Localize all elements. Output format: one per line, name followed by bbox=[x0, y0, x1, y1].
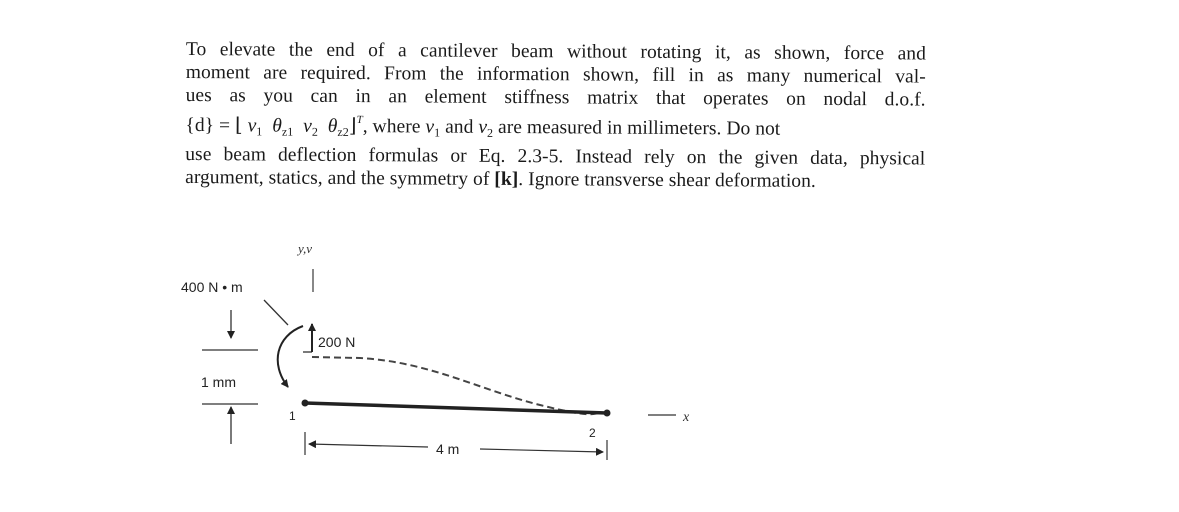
v1-subscript-where: 1 bbox=[434, 125, 441, 140]
y-axis-label: y,v bbox=[298, 241, 313, 256]
v2-subscript-where: 2 bbox=[486, 125, 494, 140]
problem-line-6-end: . Ignore transverse shear deformation. bbox=[518, 169, 816, 192]
dof-vector-symbol: {d} = bbox=[185, 114, 236, 136]
force-label: 200 N bbox=[318, 334, 356, 350]
moment-leader-line bbox=[264, 300, 288, 325]
dimension-arrow-right-icon bbox=[480, 449, 603, 452]
problem-line-6-start: argument, statics, and the symmetry of bbox=[185, 167, 495, 190]
problem-line-3: ues as you can in an element stiffness matrix that operates on nodal d.o.f. bbox=[185, 85, 926, 111]
problem-line-1: To elevate the end of a cantilever beam without rotating it, as shown, force and bbox=[185, 38, 926, 65]
problem-line-5: use beam deflection formulas or Eq. 2.3-5. Instead rely on the given data, physical bbox=[185, 143, 926, 170]
right-floor-bracket: ⌋ bbox=[348, 113, 357, 137]
theta1-subscript: z1 bbox=[281, 124, 294, 139]
node-1-label: 1 bbox=[289, 409, 296, 423]
problem-line-4-end: are measured in millimeters. Do not bbox=[493, 116, 781, 140]
length-label: 4 m bbox=[436, 441, 460, 457]
transpose-superscript: T bbox=[356, 113, 363, 126]
x-axis-label: x bbox=[683, 410, 690, 425]
theta2-subscript: z2 bbox=[337, 124, 349, 139]
v2-subscript: 2 bbox=[311, 124, 318, 139]
v2-symbol-where: v bbox=[478, 116, 488, 138]
stiffness-matrix-symbol: [k] bbox=[494, 168, 519, 191]
moment-label: 400 N • m bbox=[181, 279, 243, 295]
v2-symbol: v bbox=[303, 115, 312, 137]
v1-symbol-where: v bbox=[425, 116, 435, 138]
left-floor-bracket: ⌊ bbox=[234, 112, 243, 136]
node-2-dot bbox=[604, 410, 611, 417]
dimension-arrow-left-icon bbox=[309, 444, 428, 447]
problem-line-2: moment are required. From the information shown, fill in as many numerical val- bbox=[185, 62, 926, 88]
theta1-symbol: θ bbox=[272, 115, 282, 137]
node-1-dot bbox=[302, 400, 309, 407]
displacement-label: 1 mm bbox=[201, 374, 236, 390]
theta2-symbol: θ bbox=[327, 115, 338, 137]
problem-line-4-where: , where bbox=[362, 115, 426, 138]
beam-element bbox=[305, 403, 607, 413]
problem-line-4-and: and bbox=[440, 116, 479, 138]
moment-arrow-icon bbox=[278, 326, 303, 387]
v1-subscript: 1 bbox=[256, 124, 263, 139]
v1-symbol: v bbox=[247, 114, 257, 137]
node-2-label: 2 bbox=[589, 426, 596, 440]
